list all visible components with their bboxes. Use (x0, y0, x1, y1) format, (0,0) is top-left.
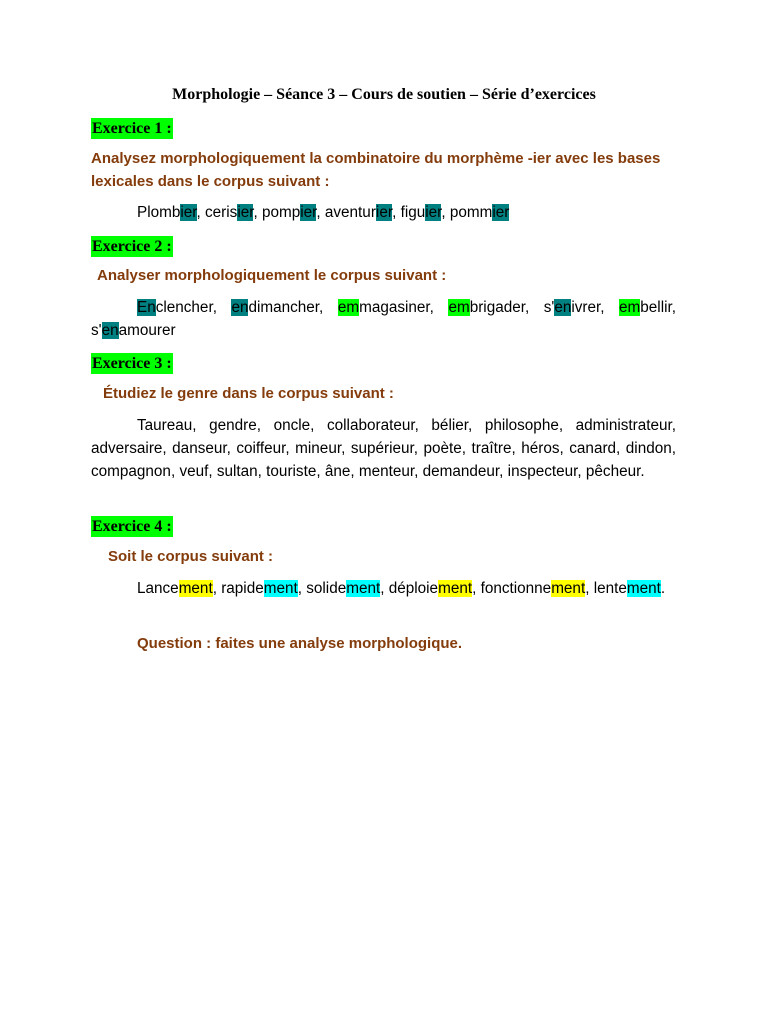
exercise-4-heading: Exercice 4 : (92, 518, 172, 535)
highlighted-morpheme: En (137, 299, 156, 316)
highlighted-morpheme: en (231, 299, 249, 316)
highlighted-morpheme: ier (492, 204, 510, 221)
corpus-text: brigader, s' (469, 299, 555, 316)
highlighted-morpheme: ier (425, 204, 442, 221)
exercise-1-heading: Exercice 1 : (92, 120, 172, 137)
highlighted-morpheme: ier (237, 204, 254, 221)
highlighted-morpheme: ier (300, 204, 317, 221)
corpus-text: , solide (297, 580, 347, 597)
exercise-1-instruction: Analysez morphologiquement la combinatoire du morphème -ier avec les bases lexicales dans le corpus suivant : (91, 150, 661, 190)
corpus-text: , rapide (212, 580, 264, 597)
highlighted-morpheme: ment (178, 580, 213, 597)
exercise-4-corpus (91, 577, 676, 600)
page-title: Morphologie – Séance 3 – Cours de soutien – Série d’exercices (172, 86, 596, 103)
corpus-text: Taureau, gendre, oncle, collaborateur, bélier, philosophe, administrateur, adversaire, danseur, coiffeur, mineur, supérieur, poète, traître, héros, canard, dindon, compagnon, veuf, sultan, touriste, âne, menteur, demandeur, inspecteur, pêcheur. (91, 417, 676, 480)
corpus-text: magasiner, (359, 299, 449, 316)
highlighted-morpheme: en (101, 322, 119, 339)
highlighted-morpheme: ment (626, 580, 661, 597)
corpus-text: Plomb (137, 204, 181, 221)
corpus-text: Lance (137, 580, 179, 597)
highlighted-morpheme: ment (551, 580, 586, 597)
highlighted-morpheme: ment (263, 580, 298, 597)
corpus-text: ivrer, (571, 299, 620, 316)
corpus-text: clencher, (155, 299, 232, 316)
corpus-text: dimancher, (248, 299, 338, 316)
highlighted-morpheme: ier (375, 204, 393, 221)
exercise-3-heading: Exercice 3 : (92, 355, 172, 372)
highlighted-morpheme: ment (438, 580, 473, 597)
exercise-1-corpus (91, 201, 676, 224)
corpus-text: , déploie (380, 580, 439, 597)
exercise-3-corpus (91, 414, 676, 483)
corpus-text: , figu (392, 204, 426, 221)
corpus-text: , aventur (316, 204, 376, 221)
highlighted-morpheme: em (448, 299, 470, 316)
highlighted-morpheme: ier (180, 204, 197, 221)
exercise-4-instruction: Soit le corpus suivant : (108, 548, 274, 565)
corpus-text: , lente (585, 580, 627, 597)
corpus-text: , ceris (196, 204, 238, 221)
corpus-text: , fonctionne (472, 580, 552, 597)
corpus-text: , pomm (441, 204, 493, 221)
exercise-3-instruction: Étudiez le genre dans le corpus suivant : (103, 385, 394, 402)
corpus-text: , pomp (253, 204, 301, 221)
exercise-2-corpus (91, 296, 676, 342)
highlighted-morpheme: em (337, 299, 360, 316)
highlighted-morpheme: em (619, 299, 641, 316)
exercise-2-heading: Exercice 2 : (92, 238, 172, 255)
exercise-4-question: Question : faites une analyse morphologique. (137, 635, 463, 652)
highlighted-morpheme: en (554, 299, 572, 316)
highlighted-morpheme: ment (346, 580, 381, 597)
corpus-text: bellir, s' (91, 299, 676, 339)
exercise-2-instruction: Analyser morphologiquement le corpus suivant : (97, 267, 447, 284)
corpus-text: . (660, 580, 666, 597)
corpus-text: amourer (118, 322, 176, 339)
